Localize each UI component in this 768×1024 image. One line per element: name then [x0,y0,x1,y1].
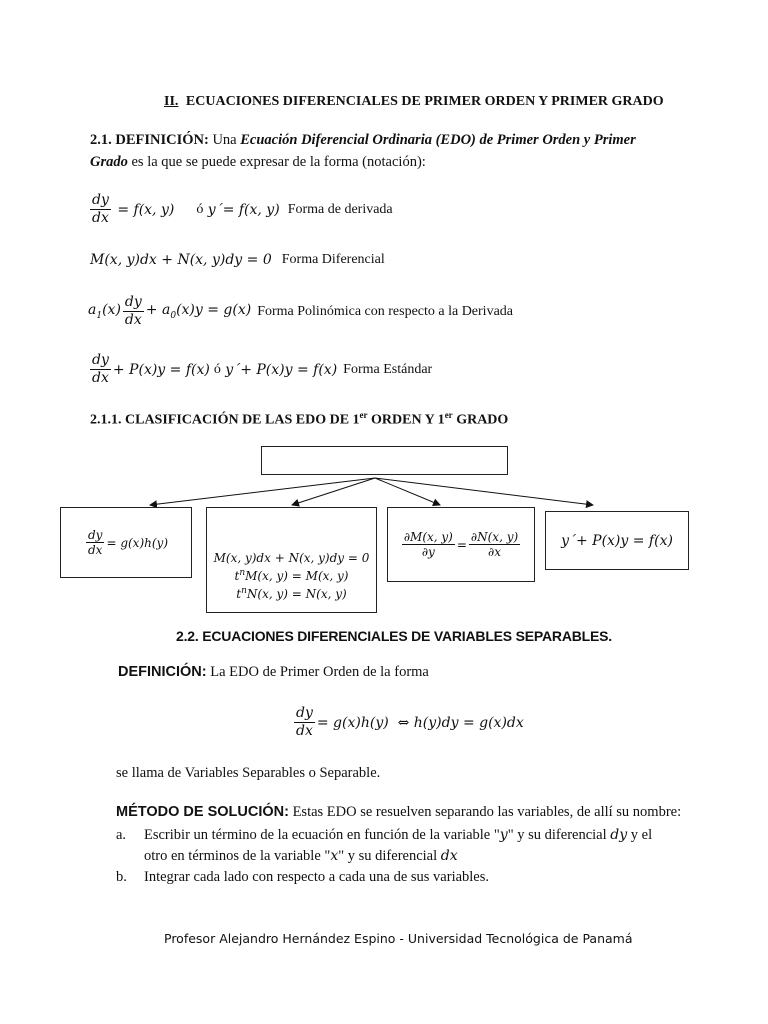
definition-22-label: DEFINICIÓN: [118,664,207,680]
item-a-var-x: x [330,848,339,864]
definition-22 [118,664,429,681]
homogeneous-eq: M(x, y)dx + N(x, y)dy = 0 [213,551,370,565]
arrow-to-box-1 [150,478,375,505]
diagram-box-exact: $\frac{\partial M(x, y)}{\partial y}$ = $\frac{\partial N(x, y)}{\partial x}$ [387,507,535,582]
diagram-box-linear [545,511,689,570]
method-label: MÉTODO DE SOLUCIÓN: [116,804,289,820]
item-a-line1-c: y el [630,827,653,843]
method-text: Estas EDO se resuelven separando las variables, de allí su nombre: [292,804,682,820]
list-item-label: a. [116,827,127,843]
fraction-dy-dx: $\frac{dy}{dx}$ [296,705,313,739]
form-polynomial: $a_1(x)$ $\frac{dy}{dx}$ + $a_0(x)y = g(x)$ Forma Polinómica con respecto a la Derivada [88,294,514,328]
section-title-text: ECUACIONES DIFERENCIALES DE PRIMER ORDEN Y PRIMER GRADO [185,94,664,109]
list-item-text: Integrar cada lado con respecto a cada una de sus variables. [144,869,490,885]
list-item: a. Escribir un término de la ecuación en función de la variable "y" y su diferencial dy y el otro en términos de la variable "x" y su diferencial dx [116,825,736,867]
item-a-line2-a: otro en términos de la variable " [144,848,331,864]
fraction-dy-dx: $\frac{dy}{dx}$ [87,528,103,557]
definition-rest: es la que se puede expresar de la forma (notación): [131,154,426,170]
item-a-line1-a: Escribir un término de la ecuación en función de la variable " [144,827,500,843]
separable-called: se llama de Variables Separables o Separable. [116,765,381,781]
item-a-line2-b: " y su diferencial [338,848,438,864]
method-paragraph [116,804,736,821]
standard-label: Forma Estándar [343,361,433,377]
classification-sup-1: er [359,410,368,420]
list-item-label: b. [116,869,127,885]
homog-t1: t [234,569,240,583]
fraction-dN-dx: $\frac{\partial N(x, y)}{\partial x}$ [470,530,519,559]
form-standard: $\frac{dy}{dx}$ + P(x)y = f(x) ó y´+ P(x)y = f(x) Forma Estándar [92,352,433,386]
definition-term-2: Grado [90,154,128,170]
linear-eq: y´+ P(x)y = f(x) [561,532,673,549]
classification-title-suffix: GRADO [452,412,509,428]
arrow-to-box-2 [292,478,375,505]
homog-n-cond: N(x, y) = N(x, y) [246,587,347,601]
footer: Profesor Alejandro Hernández Espino - Universidad Tecnológica de Panamá [164,931,633,946]
homog-m-cond: M(x, y) = M(x, y) [245,569,349,583]
classification-title-middle: ORDEN Y 1 [367,412,445,428]
homog-n2: n [241,586,247,596]
separable-equation: $\frac{dy}{dx}$ = g(x)h(y) ⇔ h(y)dy = g(x)dx [296,705,524,739]
method-list [116,825,736,888]
list-item [116,867,736,888]
polynomial-label: Forma Polinómica con respecto a la Derivada [257,303,514,319]
definition-term: Ecuación Diferencial Ordinaria (EDO) de Primer Orden y Primer [240,132,636,148]
fraction-dy-dx: $\frac{dy}{dx}$ [92,352,109,386]
classification-title-prefix: 2.1.1. CLASIFICACIÓN DE LAS EDO DE 1 [90,412,360,428]
form-derivative: $\frac{dy}{dx}$ = f(x, y) ó y´= f(x, y) Forma de derivada [92,192,393,226]
definition-label: 2.1. DEFINICIÓN: [90,132,209,148]
homog-n1: n [239,568,246,578]
derivative-label: Forma de derivada [287,201,393,217]
classification-sup-2: er [444,410,453,420]
fraction-dy-dx: $\frac{dy}{dx}$ [124,294,142,328]
section-22-title: 2.2. ECUACIONES DIFERENCIALES DE VARIABLES SEPARABLES. [176,628,612,644]
standard-sep: ó [213,361,221,377]
section-numeral: II. [164,94,179,109]
item-a-line1-b: " y su diferencial [507,827,607,843]
differential-equation: M(x, y)dx + N(x, y)dy = 0 [90,252,272,268]
homog-t2: t [236,587,242,601]
diagram-box-homogeneous [206,507,377,613]
fraction-dy-dx: $\frac{dy}{dx}$ [92,192,109,226]
differential-label: Forma Diferencial [281,252,385,267]
derivative-sep: ó [196,201,204,217]
definition-lead: Una [212,132,237,148]
fraction-dM-dy: $\frac{\partial M(x, y)}{\partial y}$ [403,530,453,559]
item-a-var-y: y [499,827,508,843]
diagram-box-separable: $\frac{dy}{dx}$ = g(x)h(y) [60,507,192,578]
definition-22-text: La EDO de Primer Orden de la forma [210,664,429,680]
